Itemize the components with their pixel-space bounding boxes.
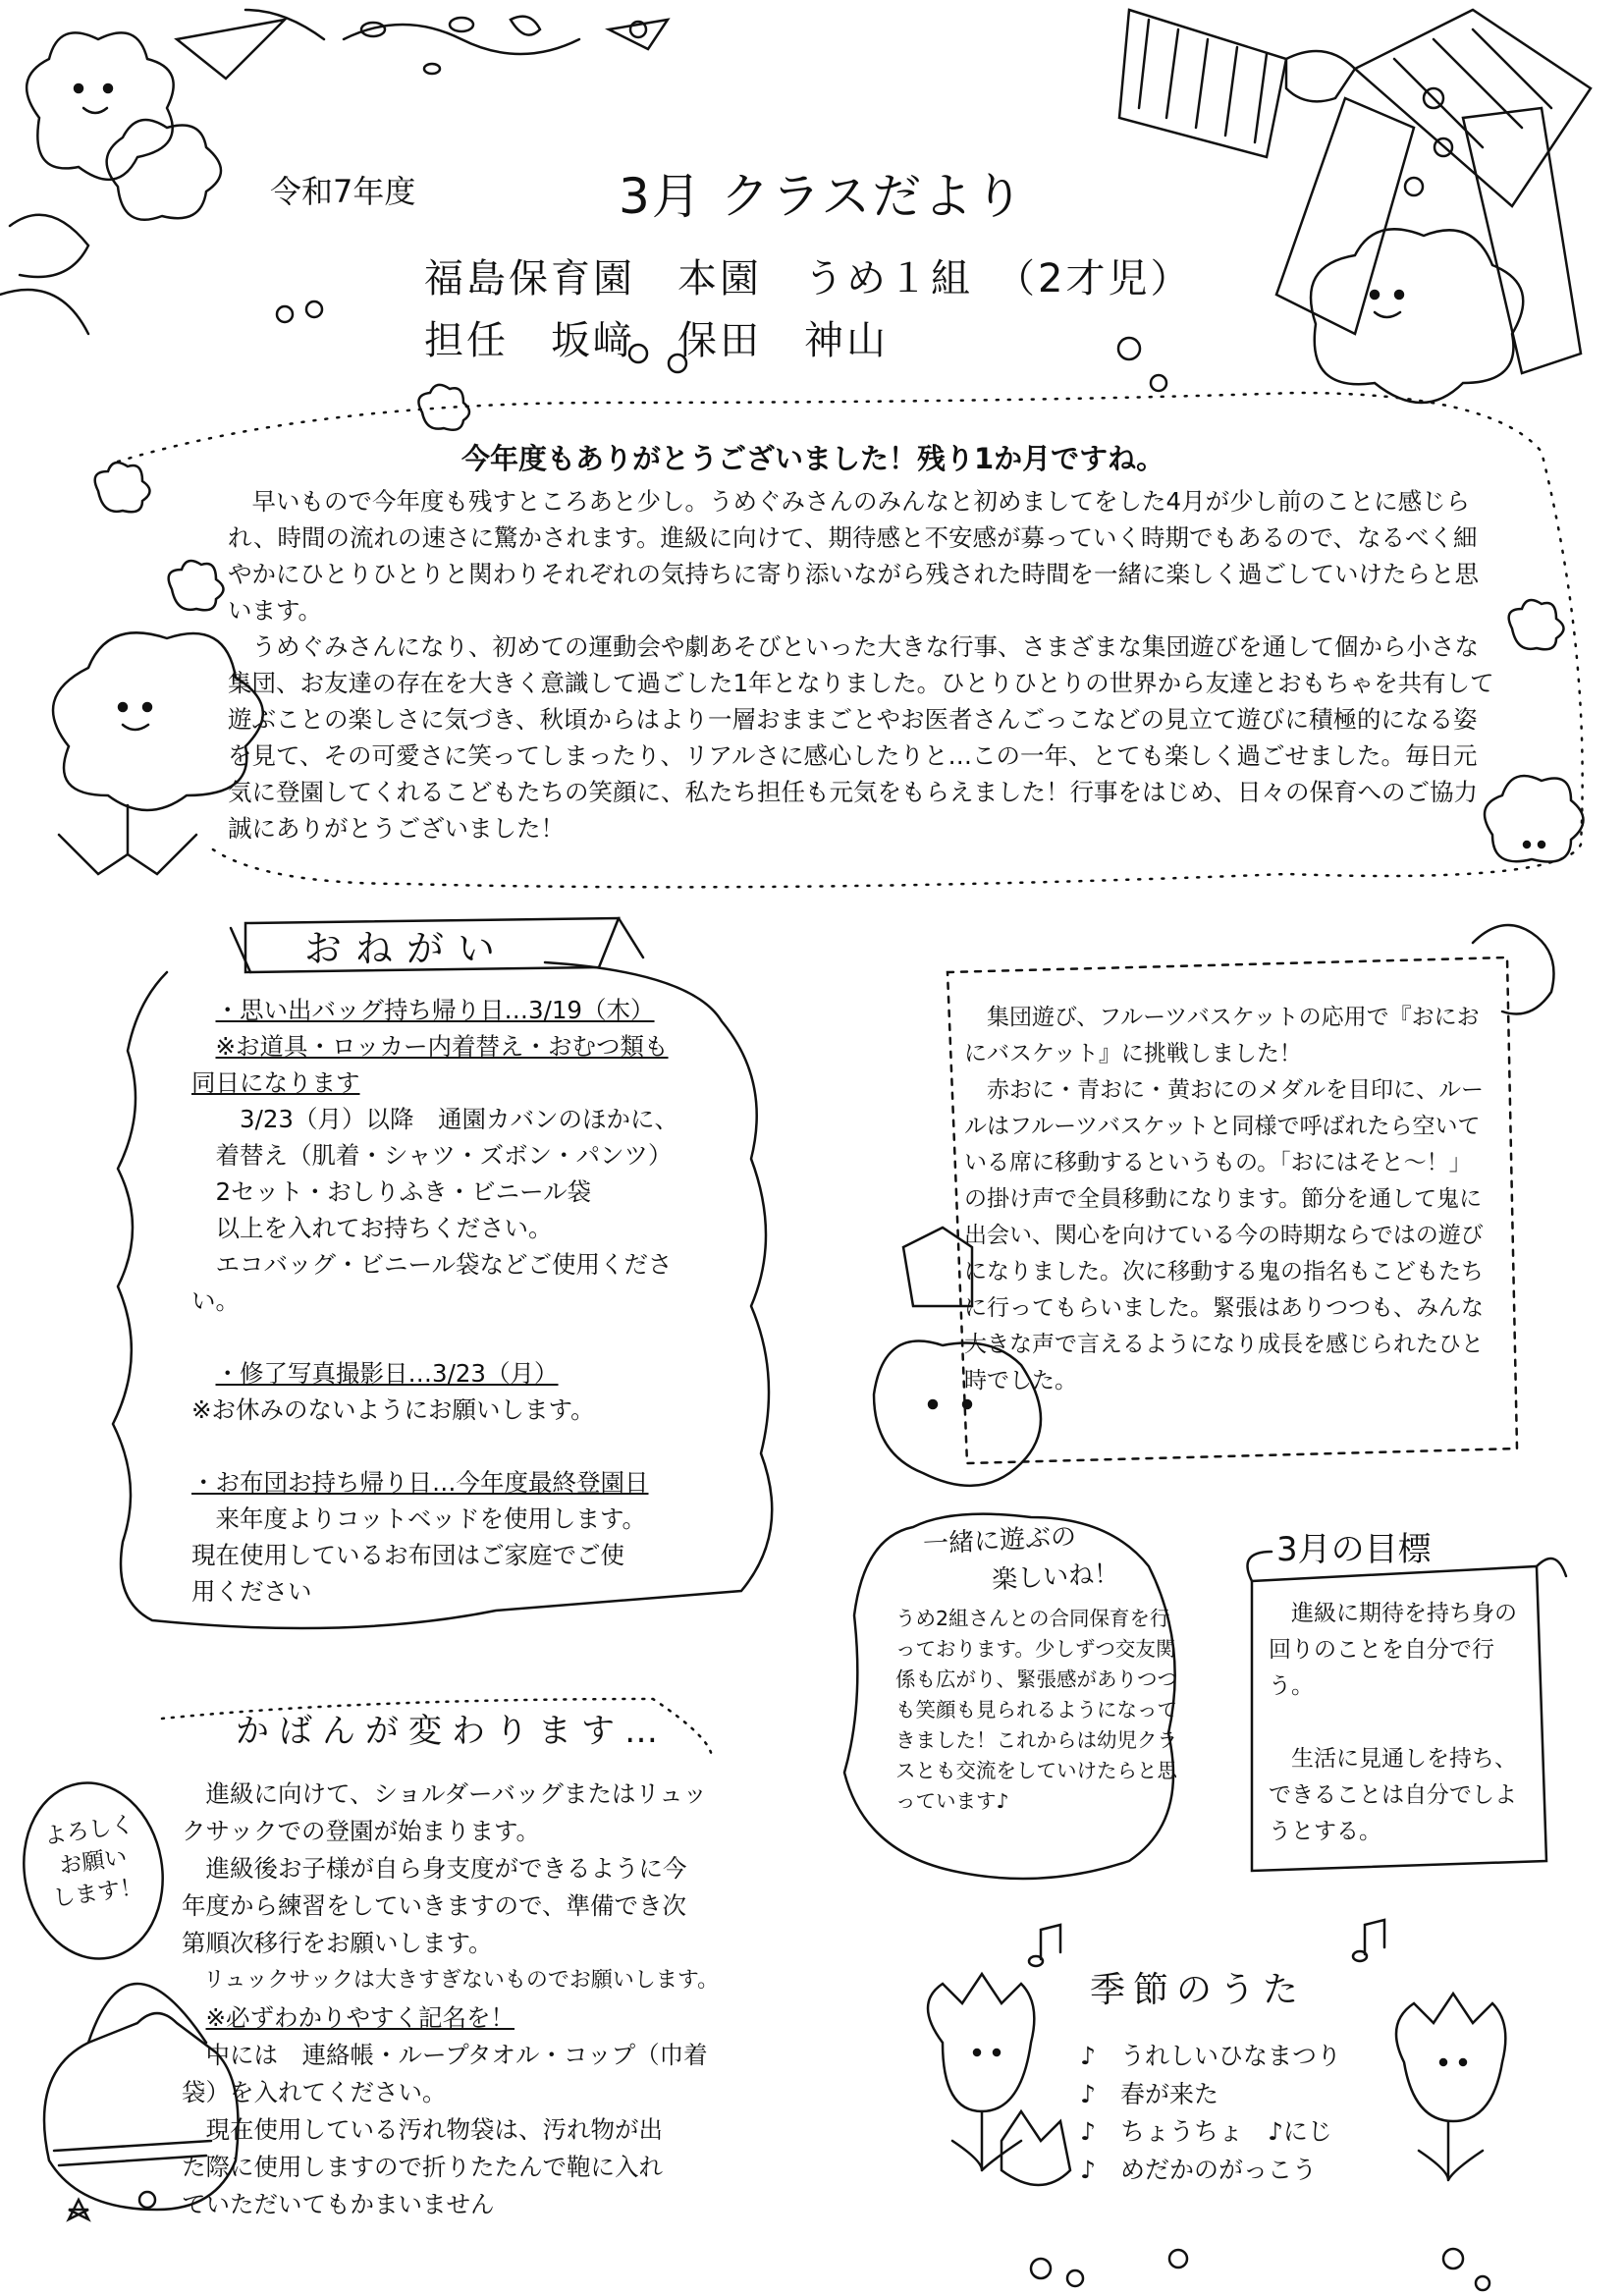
side-note: よろしく お願い します！ — [42, 1812, 144, 1912]
greeting-heading: 今年度もありがとうございました！残り1か月ですね。 — [461, 442, 1165, 475]
goal-paragraph: 進級に期待を持ち身の回りのことを自分で行う。 — [1269, 1601, 1517, 1699]
request-line: 2セット・おしりふき・ビニール袋 — [215, 1177, 592, 1206]
bag-line: 進級に向けて、ショルダーバッグまたはリュッ — [205, 1779, 708, 1808]
bag-body — [182, 1776, 830, 2223]
game-paragraph: 赤おに・青おに・黄おにのメダルを目印に、ルールはフルーツバスケットと同様で呼ばれたら空いている席に移動するというもの。「おにはそと～！」の掛け声で全員移動になります。節分を通して鬼に出会い、関心を向けている今の時期ならではの遊びになりました。次に移動する鬼の指名もこどもたちに行ってもらいました。緊張はありつつも、みんな大きな声で言えるようになり成長を感じられたひと時でした。 — [964, 1077, 1484, 1394]
bag-line: た際に使用しますので折りたたんで鞄に入れ — [182, 2153, 663, 2181]
page-title: 3月 クラスだより — [619, 168, 1026, 225]
request-line: 用ください — [191, 1577, 312, 1606]
request-line: エコバッグ・ビニール袋などご使用くださ — [215, 1250, 673, 1279]
joint-play-text: うめ2組さんとの合同保育を行っております。少しずつ交友関係も広がり、緊張感がありつつも笑顔も見られるようになってきました！これからは幼児クラスとも交流をしていけたらと思っています♪ — [895, 1607, 1177, 1813]
fiscal-year: 令和7年度 — [270, 173, 416, 210]
request-line: ※お休みのないようにお願いします。 — [191, 1395, 595, 1424]
request-line: ・お布団お持ち帰り日…今年度最終登園日 — [191, 1468, 649, 1497]
bag-line: 現在使用している汚れ物袋は、汚れ物が出 — [205, 2115, 663, 2144]
goal-paragraph: 生活に見通しを持ち、できることは自分でしようとする。 — [1269, 1746, 1517, 1844]
song-item: ♪ ちょうちょ ♪にじ — [1080, 2117, 1332, 2146]
requests-body — [191, 992, 751, 1610]
request-line: 来年度よりコットベッドを使用します。 — [215, 1504, 647, 1533]
bag-line: ていただいてもかまいません — [182, 2190, 495, 2218]
request-line: ※お道具・ロッカー内着替え・おむつ類も — [215, 1032, 669, 1061]
goals-body — [1269, 1596, 1522, 1850]
joint-play-heading-2: 楽しいね！ — [991, 1558, 1120, 1596]
bag-heading: かばんが変わります… — [236, 1712, 668, 1751]
bag-line: 中には 連絡帳・ループタオル・コップ（巾着 — [205, 2041, 708, 2069]
request-line: 同日になります — [191, 1068, 360, 1097]
bag-line: ※必ずわかりやすく記名を！ — [205, 2003, 515, 2032]
request-line: 3/23（月）以降 通園カバンのほかに、 — [240, 1105, 679, 1133]
bag-line: クサックでの登園が始まります。 — [182, 1817, 541, 1845]
bag-line: 進級後お子様が自ら身支度ができるように今 — [205, 1854, 687, 1883]
school-class-line: 福島保育園 本園 うめ１組 （2才児） — [424, 256, 1193, 301]
requests-heading: おねがい — [304, 927, 510, 970]
greeting-paragraph: 早いもので今年度も残すところあと少し。うめぐみさんのみんなと初めましてをした4月が少し前のことに感じられ、時間の流れの速さに驚かされます。進級に向けて、期待感と不安感が募っていく時期でもあるので、なるべく細やかにひとりひとりと関わりそれぞれの気持ちに寄り添いながら残された時間を一緒に楽しく過ごしていけたらと思います。 — [228, 487, 1479, 625]
bag-line: 袋）を入れてください。 — [182, 2078, 447, 2106]
request-line: ・思い出バッグ持ち帰り日…3/19（木） — [215, 996, 655, 1024]
request-line: 着替え（肌着・シャツ・ズボン・パンツ） — [215, 1141, 673, 1170]
request-line: 以上を入れてお持ちください。 — [215, 1214, 553, 1242]
songs-list — [1080, 2038, 1341, 2189]
teachers-line: 担任 坂﨑 保田 神山 — [424, 318, 889, 363]
song-item: ♪ うれしいひなまつり — [1080, 2042, 1341, 2070]
joint-play-heading-1: 一緒に遊ぶの — [922, 1521, 1077, 1560]
game-paragraph: 集団遊び、フルーツバスケットの応用で『おにおにバスケット』に挑戦しました！ — [964, 1005, 1480, 1066]
request-line: ・修了写真撮影日…3/23（月） — [215, 1359, 559, 1388]
bag-line: リュックサックは大きすぎないものでお願いします。 — [203, 1968, 720, 1993]
game-report — [964, 1000, 1485, 1399]
songs-heading: 季節のうた — [1090, 1970, 1307, 2010]
greeting-body — [228, 483, 1494, 847]
request-line: い。 — [191, 1286, 240, 1315]
request-line: 現在使用しているお布団はご家庭でご使 — [191, 1541, 624, 1569]
bag-line: 第順次移行をお願いします。 — [182, 1929, 493, 1957]
song-item: ♪ 春が来た — [1080, 2079, 1218, 2108]
bag-line: 年度から練習をしていきますので、準備でき次 — [182, 1891, 687, 1920]
greeting-paragraph: うめぐみさんになり、初めての運動会や劇あそびといった大きな行事、さまざまな集団遊びを通して個から小さな集団、お友達の存在を大きく意識して過ごした1年となりました。ひとりひとりの世界から友達とおもちゃを共有して遊ぶことの楽しさに気づき、秋頃からはより一層おままごとやお医者さんごっこなどの見立て遊びに積極的になる姿を見て、その可愛さに笑ってしまったり、リアルさに感心したりと…この一年、とても楽しく過ごせました。毎日元気に登園してくれるこどもたちの笑顔に、私たち担任も元気をもらえました！行事をはじめ、日々の保育へのご協力誠にありがとうございました！ — [228, 632, 1494, 843]
song-item: ♪ めだかのがっこう — [1080, 2155, 1317, 2184]
goals-heading: 3月の目標 — [1276, 1530, 1432, 1569]
